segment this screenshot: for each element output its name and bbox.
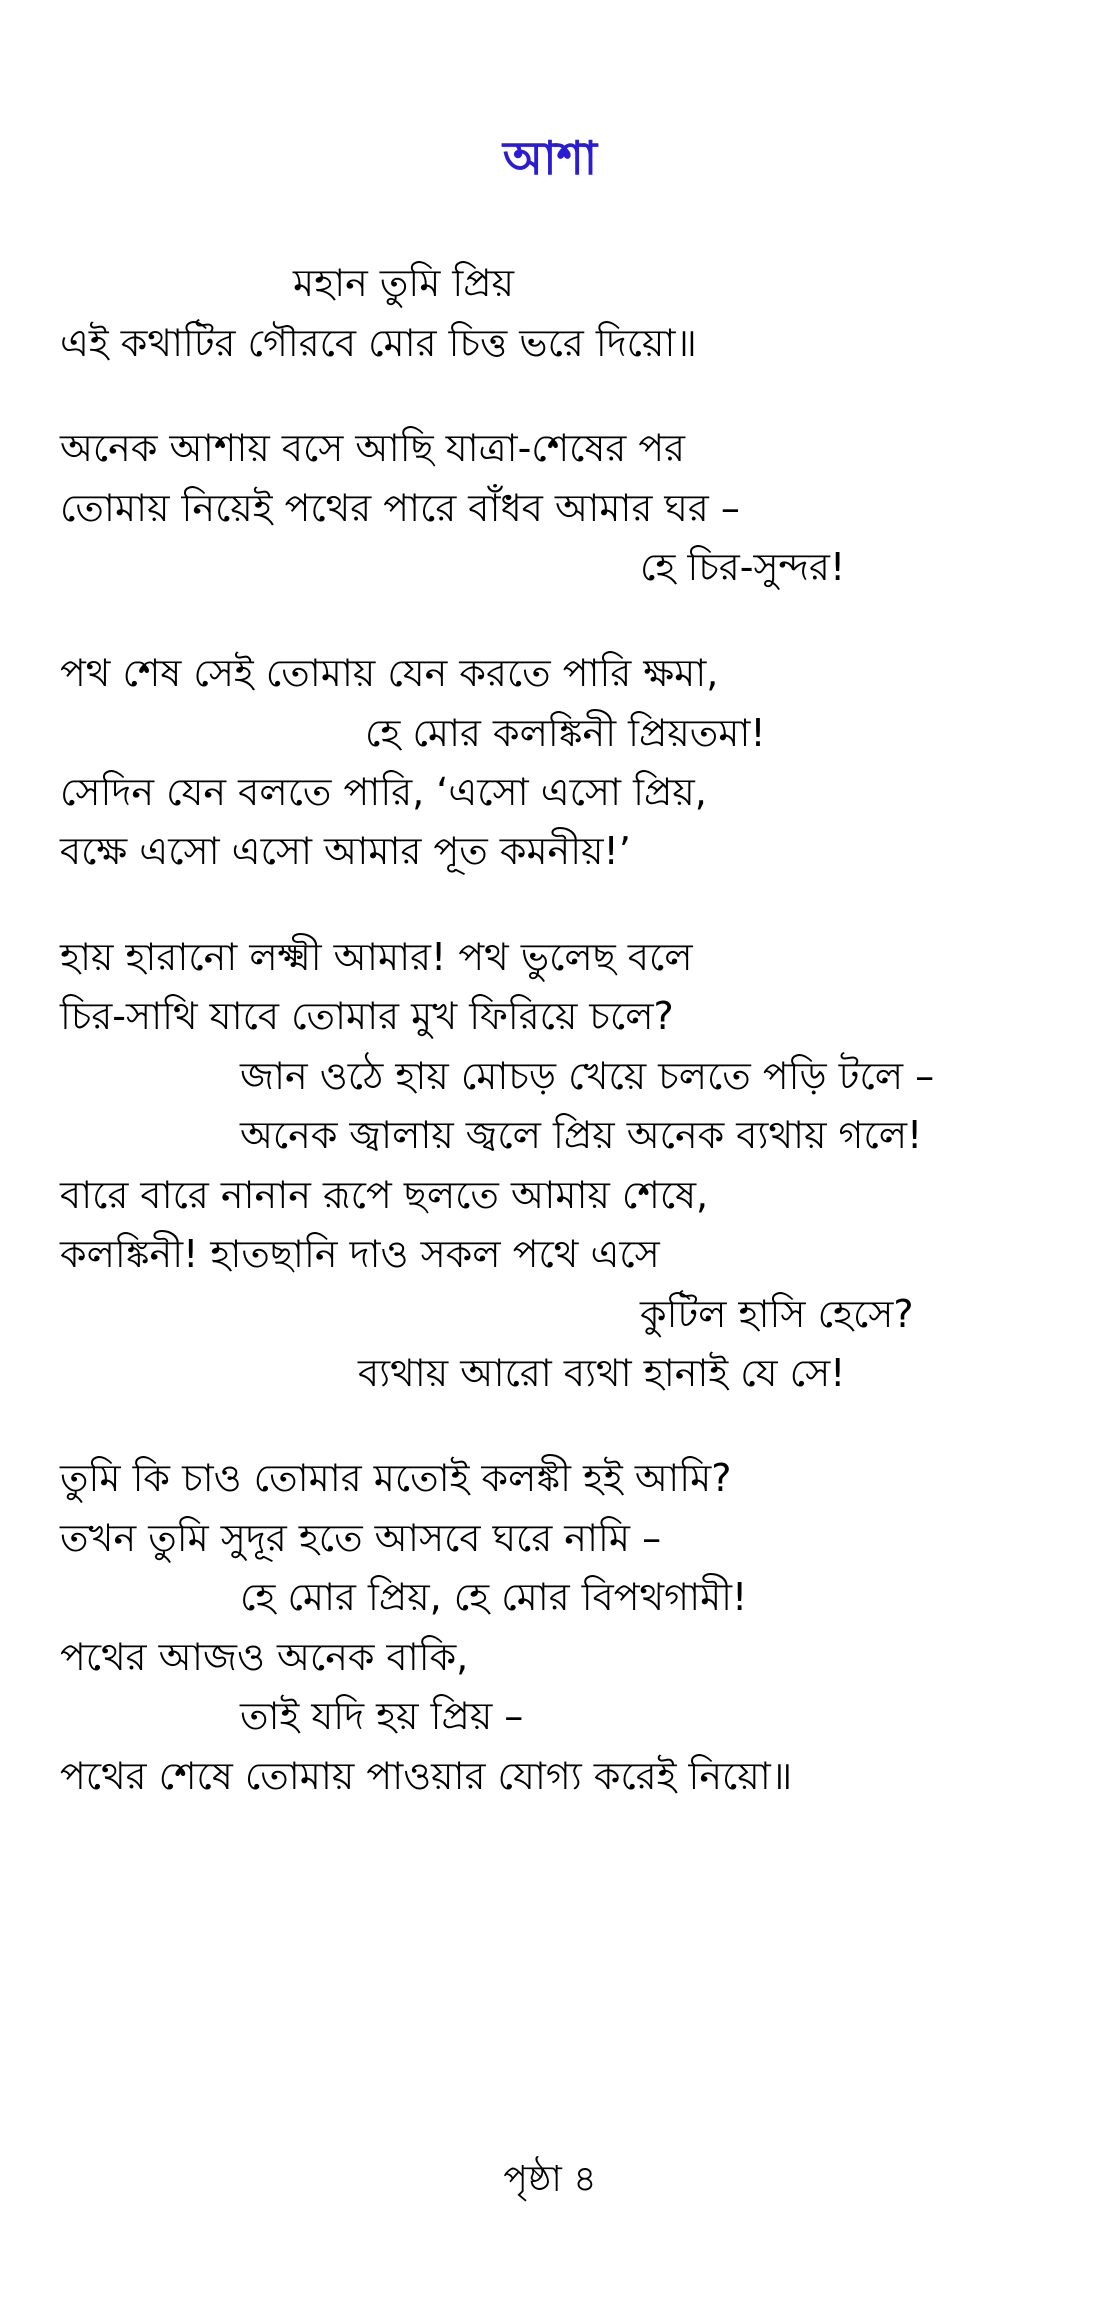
poem-line: কলঙ্কিনী! হাতছানি দাও সকল পথে এসে (60, 1232, 660, 1276)
poem-line: ব্যথায় আরো ব্যথা হানাই যে সে! (358, 1351, 846, 1395)
poem-line: অনেক জ্বালায় জ্বলে প্রিয় অনেক ব্যথায় গলে! (240, 1113, 923, 1157)
poem-line: বারে বারে নানান রূপে ছলতে আমায় শেষে, (60, 1173, 709, 1217)
poem-line: বক্ষে এসো এসো আমার পূত কমনীয়!’ (60, 829, 631, 873)
poem-line: এই কথাটির গৌরবে মোর চিত্ত ভরে দিয়ো॥ (60, 321, 697, 365)
poem-title: আশা (502, 131, 598, 185)
poem-line: মহান তুমি প্রিয় (293, 261, 515, 305)
poem-line: তখন তুমি সুদূর হতে আসবে ঘরে নামি – (60, 1516, 662, 1560)
poem-line: পথ শেষ সেই তোমায় যেন করতে পারি ক্ষমা, (60, 651, 719, 695)
poem-line: জান ওঠে হায় মোচড় খেয়ে চলতে পড়ি টলে – (240, 1054, 935, 1098)
poem-line: তাই যদি হয় প্রিয় – (240, 1694, 524, 1738)
page-number: পৃষ্ঠা ৪ (503, 2159, 597, 2200)
poem-line: তোমায় নিয়েই পথের পারে বাঁধব আমার ঘর – (60, 486, 740, 530)
poem-line: সেদিন যেন বলতে পারি, ‘এসো এসো প্রিয়, (60, 770, 707, 814)
poem-line: হে মোর কলঙ্কিনী প্রিয়তমা! (365, 711, 766, 755)
poem-line: তুমি কি চাও তোমার মতোই কলঙ্কী হই আমি? (60, 1456, 732, 1500)
poem-line: অনেক আশায় বসে আছি যাত্রা-শেষের পর (60, 426, 686, 470)
poem-line: হায় হারানো লক্ষ্মী আমার! পথ ভুলেছ বলে (60, 935, 693, 979)
poem-line: কুটিল হাসি হেসে? (640, 1292, 914, 1336)
poem-line: পথের শেষে তোমায় পাওয়ার যোগ্য করেই নিয়ো॥ (60, 1754, 793, 1798)
poem-line: চির-সাথি যাবে তোমার মুখ ফিরিয়ে চলে? (60, 994, 674, 1038)
poem-line: পথের আজও অনেক বাকি, (60, 1635, 469, 1679)
poem-line: হে চির-সুন্দর! (640, 545, 846, 589)
poem-line: হে মোর প্রিয়, হে মোর বিপথগামী! (240, 1575, 748, 1619)
